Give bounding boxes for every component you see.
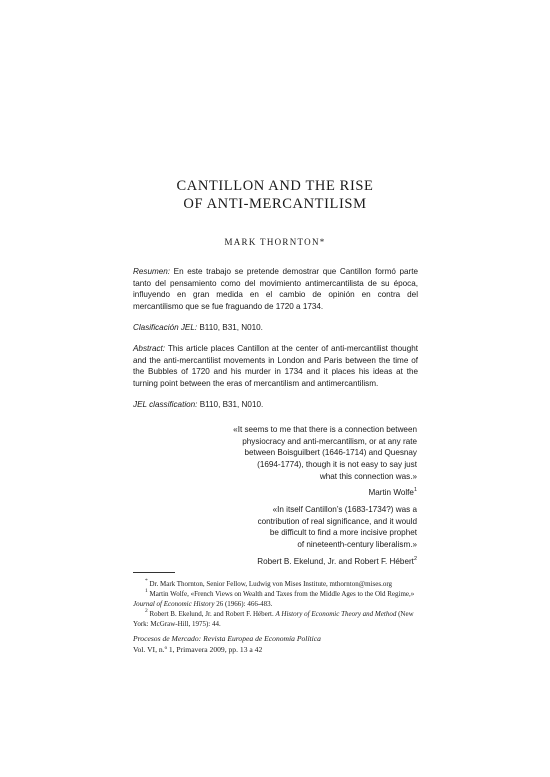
article-title-line-2: OF ANTI-MERCANTILISM (183, 196, 367, 212)
clasificacion-paragraph (133, 322, 418, 334)
footnote-ref: 2 (413, 556, 417, 562)
footnote-divider (133, 572, 175, 573)
footnote-text: (New York: McGraw-Hill, 1975): 44. (133, 610, 414, 628)
footnote-book: A History of Economic Theory and Method (275, 610, 397, 618)
epigraph-line: contribution of real significance, and it would (257, 516, 417, 526)
footnote-text: Dr. Mark Thornton, Senior Fellow, Ludwig von Mises Institute, mthornton@mises.org (149, 580, 393, 588)
resumen-paragraph (133, 266, 418, 313)
abstract-label: Abstract: (133, 344, 166, 353)
journal-name: Procesos de Mercado: Revista Europea de Economía Política (133, 634, 321, 643)
epigraph-line: between Boisguilbert (1646-1714) and Quesnay (244, 448, 417, 458)
epigraph-line: (1694-1774), though it is not easy to say just (257, 460, 417, 470)
epigraph-line: of nineteenth-century liberalism.» (297, 540, 417, 550)
footnote-mark: 1 (145, 588, 148, 594)
abstract-text: This article places Cantillon at the center of anti-mercantilist thought and the anti-mercantilist movements in London and Paris between the time of the Bubbles of 1720 and his murder in 1734 and it places his ideas at the turning point between the eras of mercantilism and antimercantilism. (133, 344, 418, 389)
footnote-text: 26 (1966): 466-483. (216, 600, 273, 608)
journal-issue: Vol. VI, n.º 1, Primavera 2009, pp. 13 a 42 (133, 644, 263, 654)
epigraph-attribution-name: Robert B. Ekelund, Jr. and Robert F. Hébert (257, 557, 414, 566)
epigraph-line: physiocracy and anti-mercantilism, or at any rate (242, 436, 417, 446)
epigraph-attribution (200, 488, 417, 497)
footnote-text: Robert B. Ekelund, Jr. and Robert F. Hébert. (149, 610, 274, 618)
footnote-ref: 1 (413, 487, 417, 493)
clasificacion-codes: B110, B31, N010. (199, 323, 263, 332)
journal-footer (133, 634, 418, 655)
article-title-line-1: CANTILLON AND THE RISE (176, 178, 374, 194)
footnote-text: Martin Wolfe, «French Views on Wealth and Taxes from the Middle Ages to the Old Regime,» (149, 590, 415, 598)
jel-codes: B110, B31, N010. (199, 400, 264, 409)
footnote-author (133, 579, 418, 589)
abstract-paragraph (133, 343, 418, 390)
epigraph-line: what this connection was.» (319, 471, 417, 481)
clasificacion-label: Clasificación JEL: (133, 323, 198, 332)
footnote-journal: Journal of Economic History (133, 600, 215, 608)
footnote-mark: 2 (145, 608, 148, 614)
article-author: MARK THORNTON* (224, 237, 326, 247)
jel-label: JEL classification: (133, 400, 198, 409)
footnote-mark: * (145, 578, 148, 584)
epigraph-attribution (200, 557, 417, 566)
epigraph-quote (200, 424, 417, 483)
epigraph-quote (200, 504, 417, 551)
footnote-2 (133, 609, 418, 629)
resumen-text: En este trabajo se pretende demostrar que Cantillon formó parte tanto del pensamiento como del movimiento antimercantilista de su época, influyendo en gran medida en el cambio de opinión en contra del mercantilismo que se fue fraguando de 1720 a 1734. (133, 267, 418, 312)
epigraph-line: «It seems to me that there is a connection between (233, 425, 417, 434)
epigraph-line: «In itself Cantillon’s (1683-1734?) was a (272, 505, 417, 514)
jel-paragraph (133, 399, 418, 411)
epigraph-attribution-name: Martin Wolfe (368, 488, 414, 497)
epigraph-line: be difficult to find a more incisive prophet (269, 528, 417, 538)
resumen-label: Resumen: (133, 267, 171, 276)
footnote-1 (133, 589, 418, 609)
